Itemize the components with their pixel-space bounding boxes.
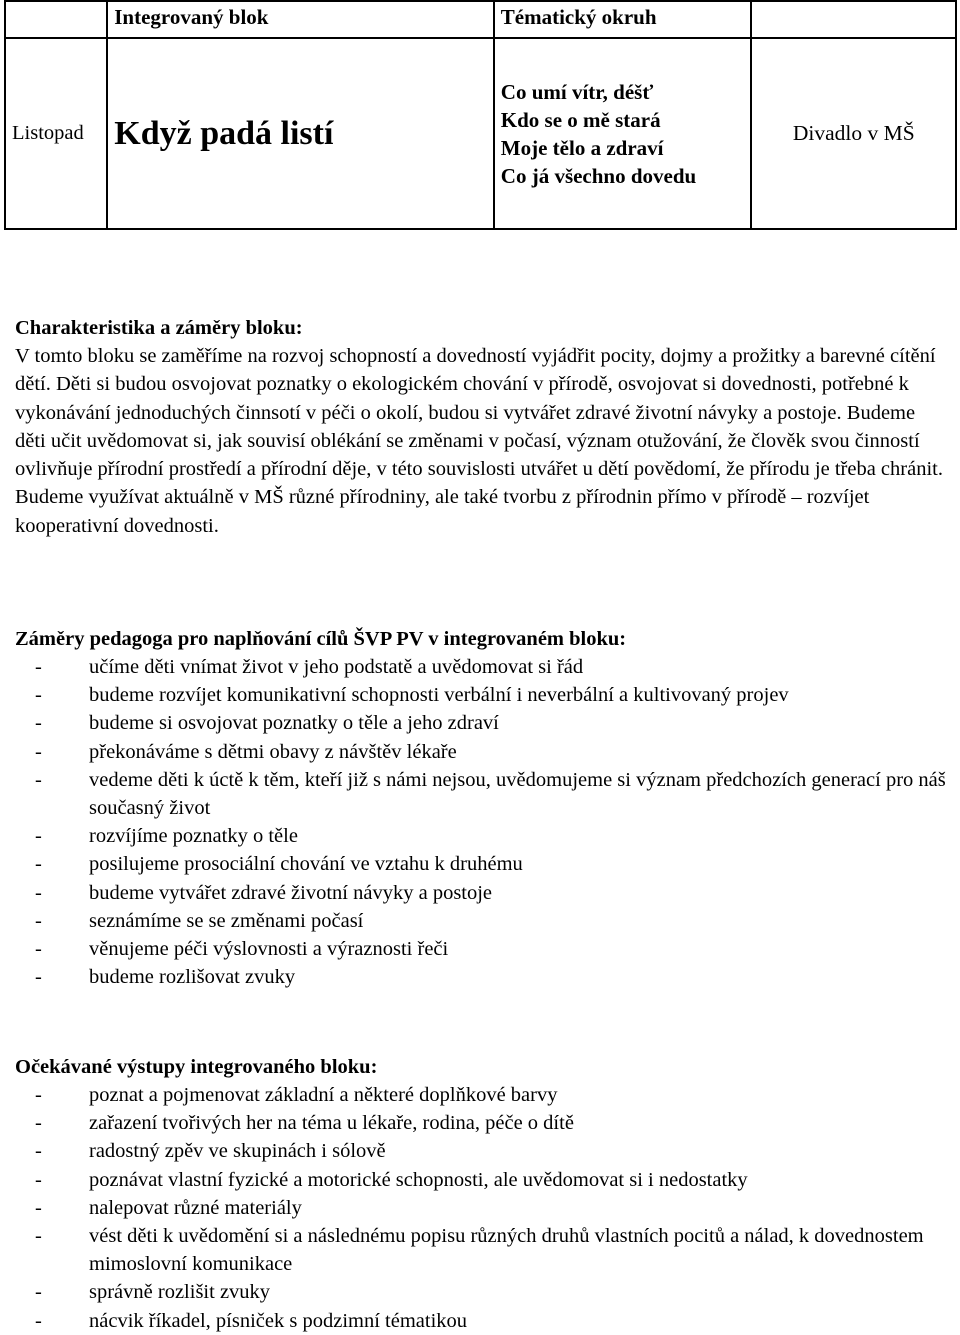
characteristics-heading: Charakteristika a záměry bloku: [15,317,303,339]
topic-item: Moje tělo a zdraví [500,135,664,160]
list-item: - budeme vytvářet zdravé životní návyky a postoje [15,879,950,907]
expected-outputs-heading: Očekávané výstupy integrovaného bloku: [15,1056,378,1078]
list-item: - budeme si osvojovat poznatky o těle a jeho zdraví [15,709,950,737]
head-topic-label: Tématický okruh [494,1,752,38]
list-item: - správně rozlišit zvuky [15,1278,950,1306]
topic-item: Co umí vítr, déšť [500,79,654,104]
extra-cell: Divadlo v MŠ [751,38,956,229]
list-item: - vedeme děti k úctě k těm, kteří již s námi nejsou, uvědomujeme si význam předchozích generací pro náš současný život [15,766,950,822]
expected-outputs-section [15,1053,950,1335]
block-title: Když padá listí [107,38,494,229]
list-item: - radostný zpěv ve skupinách i sólově [15,1137,950,1165]
list-item: - posilujeme prosociální chování ve vztahu k druhému [15,850,950,878]
list-item: - budeme rozvíjet komunikativní schopnosti verbální i neverbální a kultivovaný projev [15,681,950,709]
list-item: - poznávat vlastní fyzické a motorické schopnosti, ale uvědomovat si i nedostatky [15,1166,950,1194]
header-table [4,0,957,230]
list-item: - překonáváme s dětmi obavy z návštěv lékaře [15,738,950,766]
empty-cell [751,1,956,38]
head-block-label: Integrovaný blok [107,1,494,38]
list-item: - věnujeme péči výslovnosti a výraznosti řeči [15,935,950,963]
list-item: - vést děti k uvědomění si a následnému popisu různých druhů vlastních pocitů a nálad, k dovednostem mimoslovní komunikace [15,1222,950,1278]
list-item: - zařazení tvořivých her na téma u lékaře, rodina, péče o dítě [15,1109,950,1137]
topic-item: Co já všechno dovedu [500,163,697,188]
teacher-goals-section [15,625,950,991]
list-item: - učíme děti vnímat život v jeho podstatě a uvědomovat si řád [15,653,950,681]
header-row [5,1,956,38]
content-row [5,38,956,229]
characteristics-text: V tomto bloku se zaměříme na rozvoj schopností a dovedností vyjádřit pocity, dojmy a prožitky a barevné cítění dětí. Děti si budou osvojovat poznatky o ekologickém chování v přírodě, osvojovat si dovednosti, potřebné k vykonávání jednoduchých činnsotí v péči o okolí, budou si vytvářet zdravé životní návyky a postoje. Budeme děti učit uvědomovat si, jak souvisí oblékání se změnami v počasí, význam otužování, že člověk svou činností ovlivňuje přírodní prostředí a přírodní děje, v této souvislosti utvářet u dětí povědomí, že přírodu je třeba chránit. Budeme využívat aktuálně v MŠ různé přírodniny, ale také tvorbu z přírodnin přímo v přírodě – rozvíjet kooperativní dovednosti. [15,345,943,537]
list-item: - nácvik říkadel, písniček s podzimní tématikou [15,1307,950,1335]
topics-cell [494,38,752,229]
list-item: - rozvíjíme poznatky o těle [15,822,950,850]
topic-item: Kdo se o mě stará [500,107,661,132]
list-item: - seznámíme se se změnami počasí [15,907,950,935]
empty-cell [5,1,107,38]
month-cell: Listopad [5,38,107,229]
list-item: - poznat a pojmenovat základní a některé doplňkové barvy [15,1081,950,1109]
list-item: - budeme rozlišovat zvuky [15,963,950,991]
characteristics-section [15,314,950,540]
teacher-goals-heading: Záměry pedagoga pro naplňování cílů ŠVP PV v integrovaném bloku: [15,628,627,650]
list-item: - nalepovat různé materiály [15,1194,950,1222]
teacher-goals-list [15,653,950,991]
expected-outputs-list [15,1081,950,1335]
